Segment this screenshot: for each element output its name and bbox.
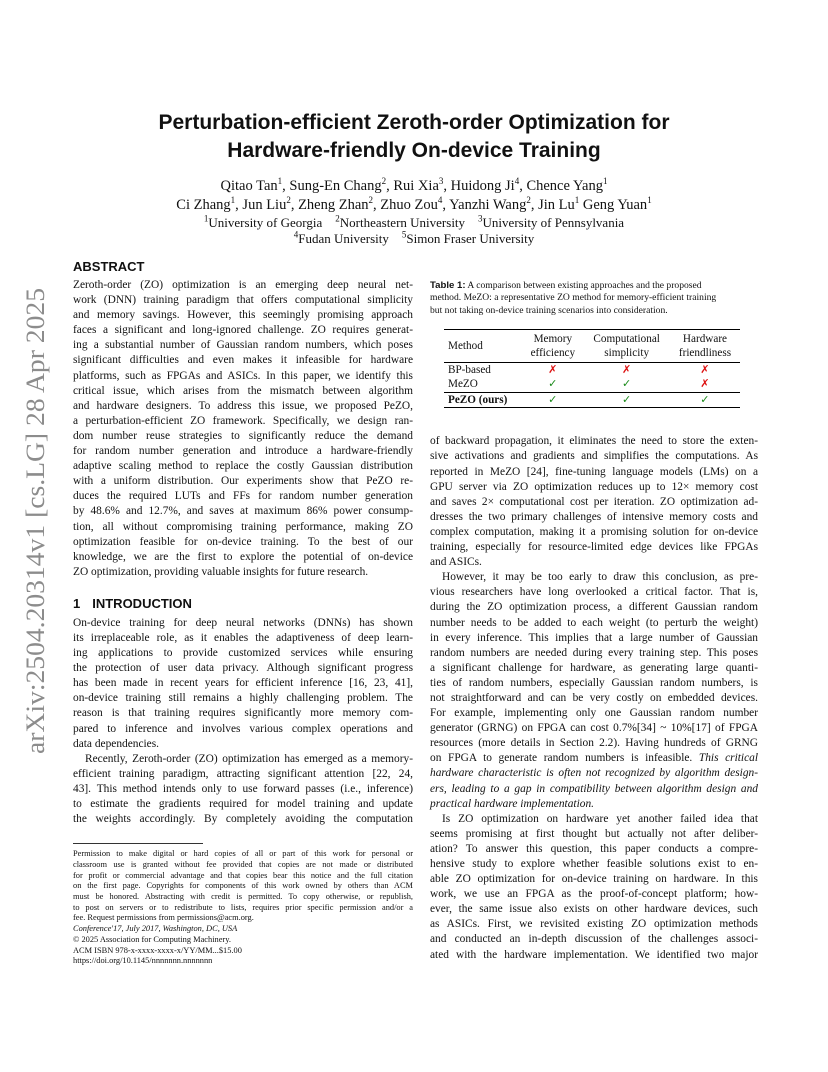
header-memory: Memory efficiency <box>530 332 576 359</box>
text-line: as ASICs. First, we revisited existing ZO optimization methods <box>430 918 758 931</box>
text-line: For example, implementing only one Gaussian random number <box>430 707 758 720</box>
affil-mark: 3 <box>478 213 483 224</box>
text-line: seems promising at first thought but actually not after deliber- <box>430 827 758 840</box>
text-line: during the ZO optimization process, a different Gaussian random <box>430 601 758 614</box>
author-name: Geng Yuan <box>582 197 648 213</box>
intro-para-2 <box>73 752 413 827</box>
text-line: and memory savings. However, this seemingly promising approach <box>73 309 413 322</box>
right-column <box>430 280 758 963</box>
footnote-line: on the first page. Copyrights for components of this work owned by others than ACM <box>73 881 413 891</box>
footnote-line: fee. Request permissions from permissions@acm.org. <box>73 913 254 923</box>
text-line: practical hardware implementation. <box>430 797 594 810</box>
text-line: dom number reuse strategies to significantly reduce the demand <box>73 429 413 442</box>
text-line: complex computation, making it a promising solution for on-device <box>430 525 758 538</box>
cell-memory: ✗ <box>548 363 558 376</box>
affil-mark: 4 <box>293 229 299 240</box>
author-name: Qitao Tan <box>220 178 278 194</box>
intro-para-1 <box>73 616 413 752</box>
text-line: able ZO optimization for on-device training on hardware. In this <box>430 873 758 886</box>
text-line: sive activations and gradients and simplifies the computations. As <box>430 450 758 463</box>
abstract-heading: ABSTRACT <box>73 259 145 274</box>
text-line: has been made in recent years for efficient inference [16, 23, 41], <box>73 677 413 690</box>
text-line: reported in MeZO [24], fine-tuning language models (LMs) on a <box>430 465 758 478</box>
affiliation-line <box>60 215 768 231</box>
text-line: and hardware designers. To address this issue, we proposed PeZO, <box>73 399 413 412</box>
table-caption <box>430 280 758 317</box>
caption-line: but not taking on-device training scenarios into consideration. <box>430 304 668 316</box>
author-name: Huidong Ji <box>450 178 515 194</box>
text-line: and conducted an in-depth discussion of the challenges associ- <box>430 933 758 946</box>
text-line: ated with the hardware implementation. We identified two major <box>430 948 758 961</box>
text-line: optimization feasible for on-device training. To the best of our <box>73 535 413 548</box>
text-line: ZO optimization, providing valuable insights for future research. <box>73 565 369 578</box>
text-line: On-device training for deep neural networks (DNNs) has shown <box>73 616 413 629</box>
text-line: in every inference. This implies that a large number of Gaussian <box>430 631 758 644</box>
left-column <box>73 258 413 967</box>
footnote-rule <box>73 843 203 844</box>
text-line: knowledge, we are the first to explore the potential of on-device <box>73 550 413 563</box>
table-header-row <box>444 329 740 362</box>
cell-hardware: ✓ <box>700 393 710 406</box>
permission-footnote <box>73 849 413 924</box>
cell-method: PeZO (ours) <box>448 393 508 406</box>
right-para-1 <box>430 434 758 570</box>
text-line: ation? To answer this question, this paper conducts a compre- <box>430 842 758 855</box>
text-line: for random number generation and introduce a hardware-friendly <box>73 445 413 458</box>
caption-line: Table 1: A comparison between existing approaches and the proposed <box>430 280 702 291</box>
cell-hardware: ✗ <box>700 363 710 376</box>
text-line: a significant challenge for hardware, as generating large quanti- <box>430 661 758 674</box>
author-affil-mark: 1 <box>277 176 283 187</box>
text-line: faces a significant and long-ignored challenge. ZO requires generat- <box>73 324 413 337</box>
text-line: work (DNN) training paradigm that offers computational simplicity <box>73 294 413 307</box>
text-line: the protection of user data privacy. Although significant progress <box>73 662 413 675</box>
table-label: Table 1: <box>430 280 466 291</box>
affil-name: University of Georgia <box>208 215 323 230</box>
footnote-line: to post on servers or to redistribute to lists, requires prior specific permission and/or a <box>73 902 413 912</box>
text-line: hensive study to explore whether feasible solutions exist to en- <box>430 858 758 871</box>
text-line: not straightforward and can be very costly on embedded devices. <box>430 691 758 704</box>
author-name: Jin Lu <box>538 197 575 213</box>
author-affil-mark: 2 <box>381 176 387 187</box>
section-title: INTRODUCTION <box>92 595 192 611</box>
text-line: training, especially for resource-limited edge devices like FPGAs <box>430 541 758 554</box>
intro-heading <box>73 595 413 613</box>
conference-info: Conference'17, July 2017, Washington, DC, USA <box>73 924 238 934</box>
text-line: ever, the same issue also exists on other hardware devices, such <box>430 903 758 916</box>
text-line: pared to inference and involves various complex operations and <box>73 722 413 735</box>
text-line: 43]. This method intends only to use forward passes (i.e., inference) <box>73 782 413 795</box>
author-affil-mark: 1 <box>647 195 652 206</box>
author-affil-mark: 4 <box>437 195 443 206</box>
abstract-body <box>73 278 413 580</box>
text-line: and saves 2× computational cost per iteration. ZO optimization ad- <box>430 495 758 508</box>
text-line: the weights accordingly. By completely avoiding the computation <box>73 813 413 826</box>
cell-method: MeZO <box>448 378 478 391</box>
text-line: a perturbation-efficient ZO framework. Specifically, we design ran- <box>73 414 413 427</box>
isbn-line: ACM ISBN 978-x-xxxx-xxxx-x/YY/MM...$15.00 <box>73 945 242 955</box>
author-affil-mark: 1 <box>602 176 608 187</box>
arxiv-id: arXiv:2504.20314v1 [cs.LG] 28 Apr 2025 <box>21 314 50 754</box>
affil-name: Fudan University <box>298 231 389 246</box>
section-number: 1 <box>73 595 81 611</box>
text-line: critical issue, which arises from the mismatch between algorithm <box>73 384 413 397</box>
header-hardware: Hardware friendliness <box>678 332 732 359</box>
text-line: Is ZO optimization on hardware yet another failed idea that <box>442 812 758 825</box>
author-affil-mark: 3 <box>438 176 444 187</box>
cell-method: BP-based <box>448 363 491 376</box>
text-line: adaptive scaling method to replace the costly Gaussian distribution <box>73 460 413 473</box>
text-line: GPU server via ZO optimization reduces up to 12× memory cost <box>430 480 758 493</box>
text-line: hardware characteristic is often not recognized by algorithm design- <box>430 767 758 780</box>
author-name: Yanzhi Wang <box>449 197 527 213</box>
header-computational: Computational simplicity <box>593 332 660 359</box>
author-block <box>60 177 768 247</box>
affiliation-line <box>60 231 768 247</box>
comparison-table <box>444 329 740 409</box>
author-affil-mark: 2 <box>526 195 531 206</box>
text-line: reason is that training requires significantly more memory com- <box>73 707 413 720</box>
text-line: generator (GRNG) on FPGA can cost 0.7%[34] ~ 10%[17] of FPGA <box>430 722 758 735</box>
author-affil-mark: 2 <box>286 195 291 206</box>
text-line: random numbers are needed during every training step. This poses <box>430 646 758 659</box>
text-line: vious researchers have long overlooked a critical factor. That is, <box>430 586 758 599</box>
author-affil-mark: 2 <box>368 195 374 206</box>
cell-computational: ✓ <box>621 393 632 406</box>
arxiv-stamp <box>16 284 52 758</box>
footnote-line: for profit or commercial advantage and that copies bear this notice and the full citation <box>73 870 413 880</box>
text-line: by 48.6% and 12.7%, and saves at maximum 86% power consump- <box>73 505 413 518</box>
cell-memory: ✓ <box>548 378 558 391</box>
author-name: Ci Zhang <box>176 197 231 213</box>
title-line: Perturbation-efficient Zeroth-order Optimization for <box>158 111 670 134</box>
affil-name: Northeastern University <box>339 215 466 230</box>
text-line: to estimate the gradients required for model training and update <box>73 798 413 810</box>
author-name: Zhuo Zou <box>380 197 438 213</box>
author-affil-mark: 4 <box>514 176 520 187</box>
title-line: Hardware-friendly On-device Training <box>227 139 601 162</box>
header-method: Method <box>448 339 483 352</box>
author-name: Chence Yang <box>526 178 603 194</box>
affil-mark: 5 <box>401 229 407 240</box>
text-line: duces the required LUTs and FFs for random number generation <box>73 490 413 503</box>
text-line: on-device training still remains a highly challenging problem. The <box>73 692 413 705</box>
text-line: Recently, Zeroth-order (ZO) optimization has emerged as a memory- <box>85 752 413 765</box>
author-line: Qitao Tan$^1$, Sung-En Chang$^2$, Rui Xia$^3$, Huidong Ji$^4$, Chence Yang$^1$ <box>220 176 608 194</box>
caption-line: method. MeZO: a representative ZO method for memory-efficient training <box>430 292 717 304</box>
affil-name: Simon Fraser University <box>406 231 535 246</box>
table-row <box>444 377 740 392</box>
right-para-3 <box>430 812 758 963</box>
text-line: platforms, such as FPGAs and ASICs. In this paper, we identify this <box>73 369 413 382</box>
author-line: Ci Zhang$^1$, Jun Liu$^2$, Zheng Zhan$^2$, Zhuo Zou$^4$, Yanzhi Wang$^2$, Jin Lu$^1$ Geng Yuan$^1$ <box>176 195 652 213</box>
text-line: ing applications to provide customized services while ensuring <box>73 647 413 660</box>
author-name: Rui Xia <box>393 178 439 194</box>
text-line: its irreplaceable role, as it enables the adaptiveness of deep learn- <box>73 631 413 644</box>
author-affil-mark: 1 <box>574 195 580 206</box>
affil-mark: 1 <box>203 213 209 224</box>
right-para-2 <box>430 570 758 812</box>
author-name: Jun Liu <box>242 197 287 213</box>
author-affil-mark: 1 <box>230 195 236 206</box>
table-row <box>444 392 740 408</box>
author-name: Zheng Zhan <box>298 197 369 213</box>
text-line: with a uniform distribution. Our experiments show that PeZO re- <box>73 475 413 488</box>
text-line: Zeroth-order (ZO) optimization is an emerging deep neural net- <box>73 279 413 291</box>
text-line: number needs to be added to each weight (to perturb the weight) <box>430 616 758 629</box>
text-line: tion, all without compromising training performance, making ZO <box>73 520 413 533</box>
cell-hardware: ✗ <box>700 378 710 391</box>
text-line: data dependencies. <box>73 737 160 750</box>
text-line: ers, leading to a gap in compatibility between algorithm design and <box>430 782 758 795</box>
text-line: efficient training paradigm, attracting significant attention [22, 24, <box>73 767 413 780</box>
text-line: dresses the two primary challenges of intensive memory costs and <box>430 510 758 523</box>
text-line: work, we use an FPGA as the proof-of-concept platform; how- <box>430 888 758 901</box>
doi-link[interactable]: https://doi.org/10.1145/nnnnnnn.nnnnnnn <box>73 956 213 966</box>
text-line: on FPGA to generate random numbers is infeasible. This critical <box>430 752 759 765</box>
text-line: However, it may be too early to draw this conclusion, as pre- <box>442 571 758 584</box>
copyright-line: © 2025 Association for Computing Machinery. <box>73 934 231 944</box>
text-line: and ASICs. <box>430 556 482 569</box>
footnote-line: Permission to make digital or hard copies of all or part of this work for personal or <box>73 849 413 859</box>
paper-title <box>60 109 768 165</box>
text-line: ties of random numbers, especially Gaussian random numbers, is <box>430 676 758 689</box>
text-line: resources (more details in Section 2.2). Having hundreds of GRNG <box>430 737 758 750</box>
text-line: of backward propagation, it eliminates the need to store the exten- <box>430 435 758 448</box>
footnote-line: classroom use is granted without fee provided that copies are not made or distributed <box>73 859 413 869</box>
footnote-line: must be honored. Abstracting with credit is permitted. To copy otherwise, or republish, <box>73 892 413 901</box>
affil-mark: 2 <box>335 213 340 224</box>
cell-computational: ✓ <box>621 378 632 391</box>
text-line: ing a substantial number of Gaussian random numbers, which poses <box>73 339 413 352</box>
affil-name: University of Pennsylvania <box>482 215 625 230</box>
cell-computational: ✗ <box>621 363 632 376</box>
text-line: significant difficulties and even makes it infeasible for hardware <box>73 354 413 367</box>
cell-memory: ✓ <box>548 393 558 406</box>
table-row <box>444 362 740 377</box>
author-name: Sung-En Chang <box>289 178 382 194</box>
